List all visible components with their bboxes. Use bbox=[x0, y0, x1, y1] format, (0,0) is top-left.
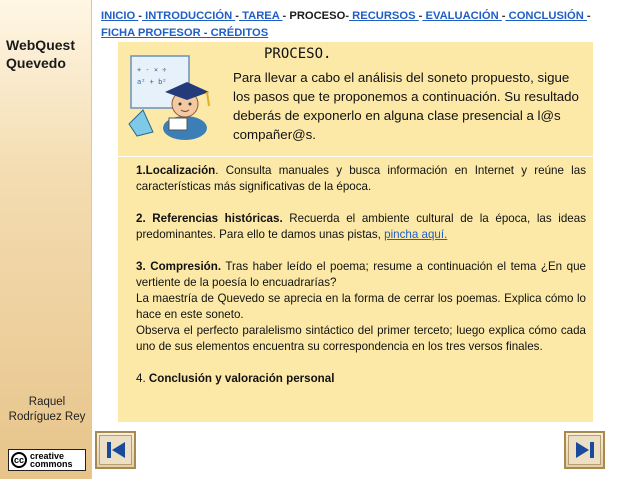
author-first-name: Raquel bbox=[28, 396, 66, 408]
nav-separator: - bbox=[418, 10, 423, 22]
license-text-1: creative bbox=[30, 451, 65, 461]
sidebar bbox=[0, 0, 92, 479]
author-name bbox=[4, 395, 90, 425]
process-steps-box bbox=[118, 157, 593, 422]
nav-separator: - bbox=[282, 10, 287, 22]
creative-commons-text bbox=[30, 452, 73, 468]
svg-text:+ - × ÷: + - × ÷ bbox=[137, 66, 167, 74]
next-button[interactable] bbox=[564, 431, 605, 469]
nav-ficha-profesor[interactable]: FICHA PROFESOR - CRÉDITOS bbox=[101, 27, 269, 39]
nav-inicio[interactable]: INICIO bbox=[101, 10, 139, 22]
nav-recursos[interactable]: RECURSOS bbox=[349, 10, 419, 22]
step-conclusion bbox=[136, 371, 586, 387]
skip-back-icon bbox=[99, 435, 132, 465]
previous-button[interactable] bbox=[95, 431, 136, 469]
step-compresion bbox=[136, 259, 586, 355]
skip-forward-icon bbox=[568, 435, 601, 465]
step-referencias bbox=[136, 211, 586, 243]
nav-separator: - bbox=[345, 10, 350, 22]
step-3-title: 3. Compresión. bbox=[136, 260, 222, 273]
step-4-number: 4. bbox=[136, 372, 149, 385]
svg-text:a² + b²: a² + b² bbox=[137, 78, 167, 86]
nav-separator: - bbox=[235, 10, 239, 22]
teacher-graduate-illustration bbox=[125, 48, 217, 140]
author-last-name: Rodríguez Rey bbox=[8, 411, 86, 423]
step-1-text: . Consulta manuales y busca información en Internet y reúne las características más significativas de la época. bbox=[136, 164, 586, 193]
step-3-text: Tras haber leído el poema; resume a continuación el tema ¿En que vertiente de la poesía lo encuadrarías? bbox=[136, 260, 586, 289]
process-intro-text: Para llevar a cabo el análisis del soneto propuesto, sigue los pasos que te proponemos a continuación. Su resultado deberás de exponerlo en alguna clase presencial a l@s compañer@s. bbox=[233, 70, 579, 142]
nav-conclusion[interactable]: CONCLUSIÓN bbox=[505, 10, 587, 22]
pincha-aqui-link[interactable]: pincha aquí. bbox=[384, 228, 448, 241]
process-title: PROCESO. bbox=[264, 46, 332, 62]
nav-introduccion[interactable]: INTRODUCCIÓN bbox=[142, 10, 236, 22]
step-4-title: Conclusión y valoración personal bbox=[148, 372, 335, 385]
step-3-paragraph-3: Observa el perfecto paralelismo sintáctico del primer terceto; luego explica cómo cada uno de sus elementos encuentra su correspondencia en los tres versos finales. bbox=[136, 324, 586, 353]
creative-commons-icon: cc bbox=[11, 452, 27, 468]
license-text-2: commons bbox=[30, 459, 73, 469]
nav-separator: - bbox=[138, 10, 143, 22]
nav-separator: - bbox=[501, 10, 506, 22]
step-localizacion bbox=[136, 163, 586, 195]
step-1-title: 1.Localización bbox=[136, 164, 216, 177]
creative-commons-badge[interactable] bbox=[8, 449, 86, 471]
nav-tarea[interactable]: TAREA bbox=[239, 10, 283, 22]
step-3-paragraph-2: La maestría de Quevedo se aprecia en la forma de cerrar los poemas. Explica cómo lo hace en este soneto. bbox=[136, 292, 586, 321]
nav-proceso[interactable]: PROCESO bbox=[286, 10, 346, 22]
step-2-text: Recuerda el ambiente cultural de la época, las ideas predominantes. Para ello te damos unas pistas, bbox=[136, 212, 586, 241]
step-2-title: 2. Referencias históricas. bbox=[136, 212, 283, 225]
nav-separator: - bbox=[586, 10, 591, 22]
process-steps bbox=[136, 163, 586, 387]
nav-evaluacion[interactable]: EVALUACIÓN bbox=[422, 10, 502, 22]
site-title: WebQuest Quevedo bbox=[6, 37, 75, 71]
top-navigation bbox=[101, 8, 631, 42]
